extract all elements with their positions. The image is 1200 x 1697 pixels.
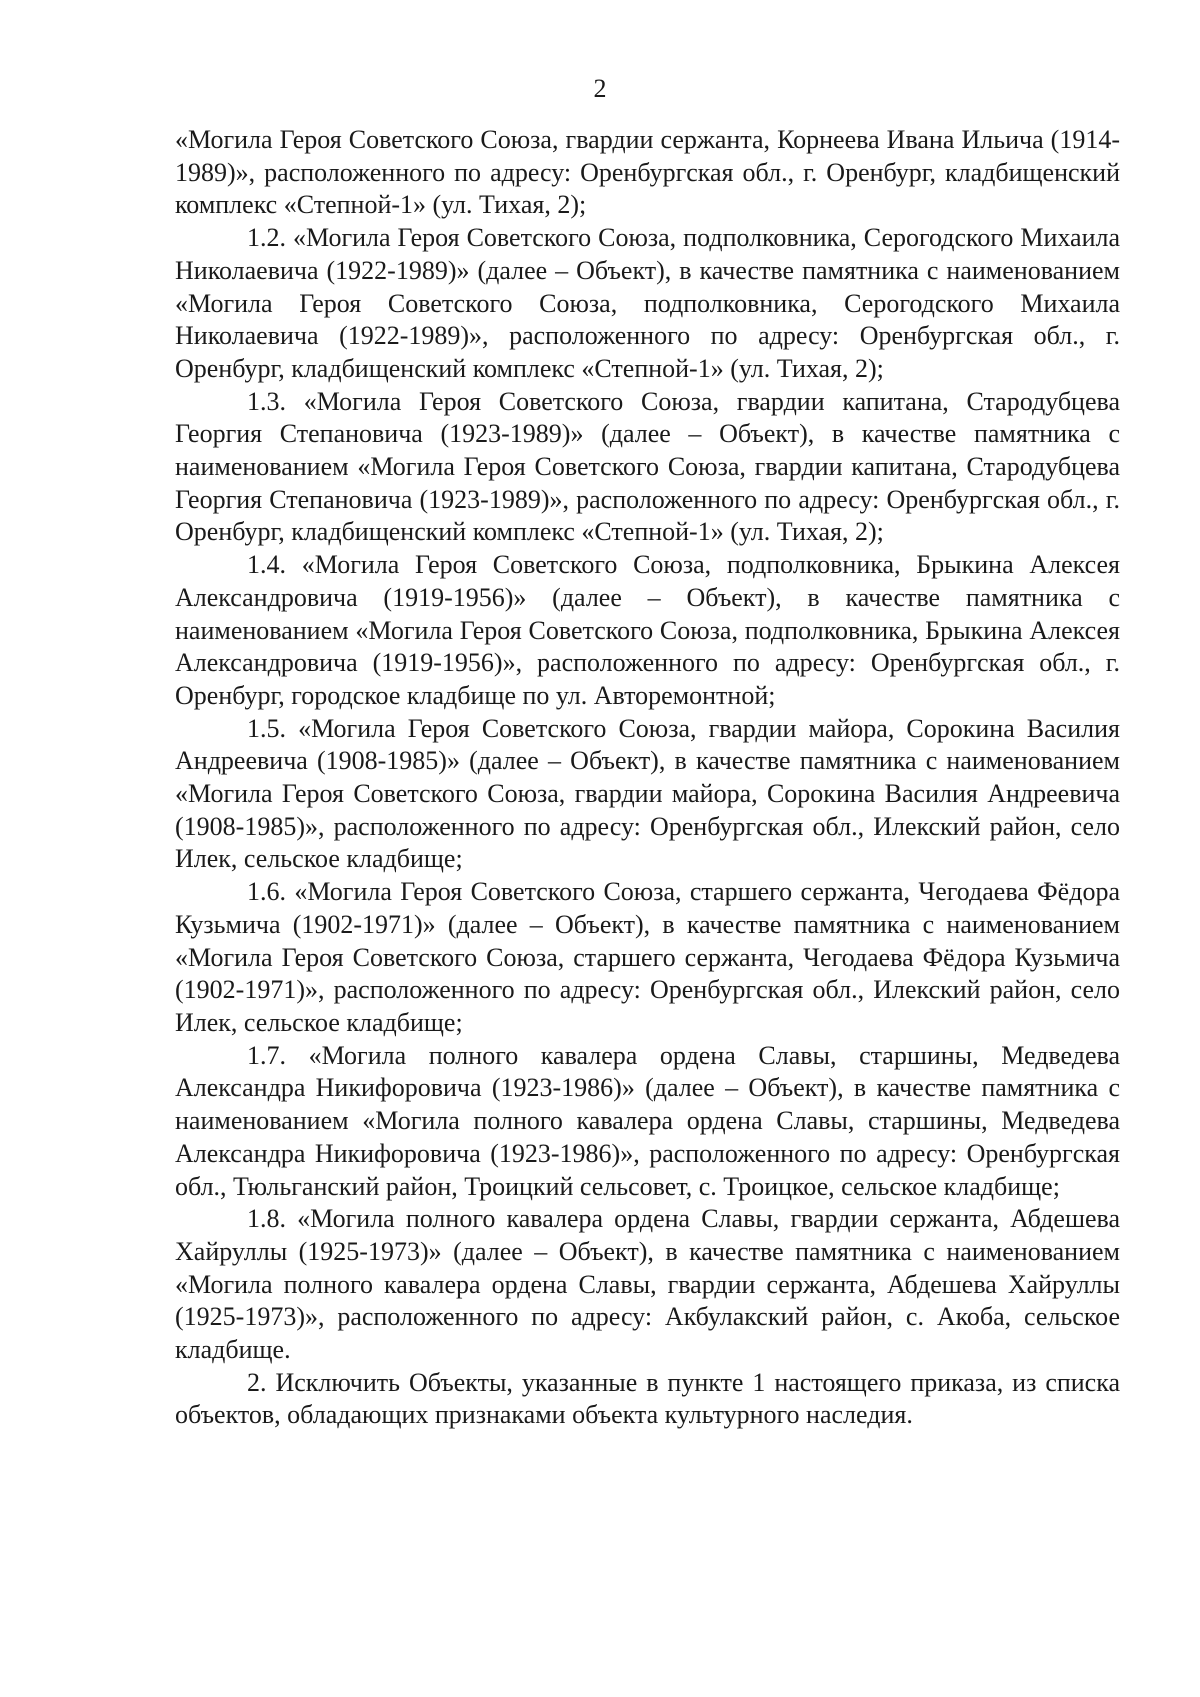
paragraph-item-1-5: 1.5. «Могила Героя Советского Союза, гвардии майора, Сорокина Василия Андреевича (1908-1985)» (далее – Объект), в качестве памятника с наименованием «Могила Героя Советского Союза, гвардии майора, Сорокина Василия Андреевича (1908-1985)», расположенного по адресу: Оренбургская обл., Илекский район, село Илек, сельское кладбище; (175, 713, 1120, 874)
paragraph-continuation: «Могила Героя Советского Союза, гвардии сержанта, Корнеева Ивана Ильича (1914-1989)», расположенного по адресу: Оренбургская обл., г. Оренбург, кладбищенский комплекс «Степной-1» (ул. Тихая, 2); (175, 125, 1120, 220)
paragraph-item-1-6: 1.6. «Могила Героя Советского Союза, старшего сержанта, Чегодаева Фёдора Кузьмича (1902-1971)» (далее – Объект), в качестве памятника с наименованием «Могила Героя Советского Союза, старшего сержанта, Чегодаева Фёдора Кузьмича (1902-1971)», расположенного по адресу: Оренбургская обл., Илекский район, село Илек, сельское кладбище; (175, 877, 1120, 1037)
paragraph-item-1-7: 1.7. «Могила полного кавалера ордена Славы, старшины, Медведева Александра Никифоровича (1923-1986)» (далее – Объект), в качестве памятника с наименованием «Могила полного кавалера ордена Славы, старшины, Медведева Александра Никифоровича (1923-1986)», расположенного по адресу: Оренбургская обл., Тюльганский район, Троицкий сельсовет, с. Троицкое, сельское кладбище; (175, 1040, 1120, 1201)
paragraph-item-2: 2. Исключить Объекты, указанные в пункте 1 настоящего приказа, из списка объектов, обладающих признаками объекта культурного наследия. (175, 1367, 1120, 1430)
paragraph-item-1-4: 1.4. «Могила Героя Советского Союза, подполковника, Брыкина Алексея Александровича (1919-1956)» (далее – Объект), в качестве памятника с наименованием «Могила Героя Советского Союза, подполковника, Брыкина Алексея Александровича (1919-1956)», расположенного по адресу: Оренбургская обл., г. Оренбург, городское кладбище по ул. Авторемонтной; (175, 550, 1120, 710)
paragraph-item-1-8: 1.8. «Могила полного кавалера ордена Славы, гвардии сержанта, Абдешева Хайруллы (1925-1973)» (далее – Объект), в качестве памятника с наименованием «Могила полного кавалера ордена Славы, гвардии сержанта, Абдешева Хайруллы (1925-1973)», расположенного по адресу: Акбулакский район, с. Акоба, сельское кладбище. (175, 1204, 1120, 1365)
paragraph-item-1-2: 1.2. «Могила Героя Советского Союза, подполковника, Серогодского Михаила Николаевича (1922-1989)» (далее – Объект), в качестве памятника с наименованием «Могила Героя Советского Союза, подполковника, Серогодского Михаила Николаевича (1922-1989)», расположенного по адресу: Оренбургская обл., г. Оренбург, кладбищенский комплекс «Степной-1» (ул. Тихая, 2); (175, 223, 1120, 383)
page-number: 2 (593, 74, 607, 103)
paragraph-item-1-3: 1.3. «Могила Героя Советского Союза, гвардии капитана, Стародубцева Георгия Степановича (1923-1989)» (далее – Объект), в качестве памятника с наименованием «Могила Героя Советского Союза, гвардии капитана, Стародубцева Георгия Степановича (1923-1989)», расположенного по адресу: Оренбургская обл., г. Оренбург, кладбищенский комплекс «Степной-1» (ул. Тихая, 2); (175, 386, 1120, 547)
document-body (175, 124, 1120, 1432)
